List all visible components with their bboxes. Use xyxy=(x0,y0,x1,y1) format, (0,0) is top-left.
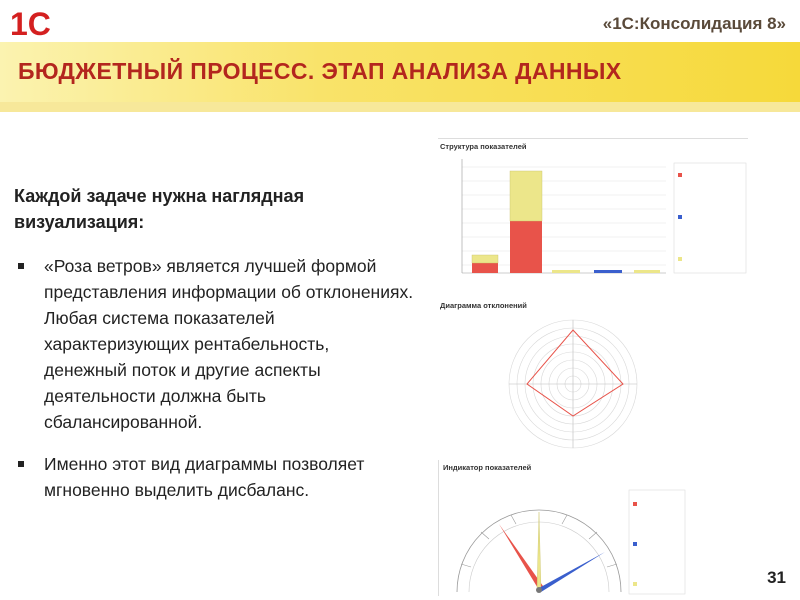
bar-segment xyxy=(472,263,498,273)
radar-chart-graphic xyxy=(438,298,700,460)
deviation-chart-title: Диаграмма отклонений xyxy=(440,301,527,310)
content-heading: Каждой задаче нужна наглядная визуализация: xyxy=(14,186,305,232)
legend-swatch xyxy=(678,257,682,261)
bar-segment xyxy=(634,270,660,273)
bullet-list xyxy=(14,253,414,519)
bar-segment xyxy=(510,171,542,221)
page-number: 31 xyxy=(767,568,786,587)
legend-swatch xyxy=(678,173,682,177)
structure-chart-graphic xyxy=(438,139,748,299)
bullet-square-icon xyxy=(18,461,24,467)
deviation-chart-screenshot xyxy=(438,298,700,460)
legend-swatch xyxy=(633,542,637,546)
gauge-needle xyxy=(539,552,605,592)
gauge-needle xyxy=(537,512,541,590)
legend-swatch xyxy=(633,502,637,506)
legend-swatch xyxy=(633,582,637,586)
bar-segment xyxy=(510,221,542,273)
indicator-chart-screenshot xyxy=(438,460,687,596)
product-name: «1С:Консолидация 8» xyxy=(602,14,786,33)
structure-chart-title: Структура показателей xyxy=(440,142,527,151)
bullet-square-icon xyxy=(18,263,24,269)
bullet-item: Именно этот вид диаграммы позволяет мгновенно выделить дисбаланс. xyxy=(14,451,414,503)
bar-segment xyxy=(594,270,622,273)
indicator-chart-title: Индикатор показателей xyxy=(443,463,532,472)
1c-logo xyxy=(8,6,74,40)
structure-chart-screenshot xyxy=(438,138,748,299)
bar-segment xyxy=(472,255,498,263)
radar-series xyxy=(527,330,623,416)
legend-swatch xyxy=(678,215,682,219)
slide-title: БЮДЖЕТНЫЙ ПРОЦЕСС. ЭТАП АНАЛИЗА ДАННЫХ xyxy=(18,58,622,84)
logo-text: 1С xyxy=(10,6,51,40)
gauge-chart-graphic xyxy=(439,460,687,596)
gauge-needle xyxy=(499,524,543,590)
bullet-item: «Роза ветров» является лучшей формой представления информации об отклонениях. Любая система показателей характеризующих рентабельность, денежный поток и другие аспекты деятельности должна быть сбалансированной. xyxy=(14,253,414,435)
bar-segment xyxy=(552,270,580,273)
